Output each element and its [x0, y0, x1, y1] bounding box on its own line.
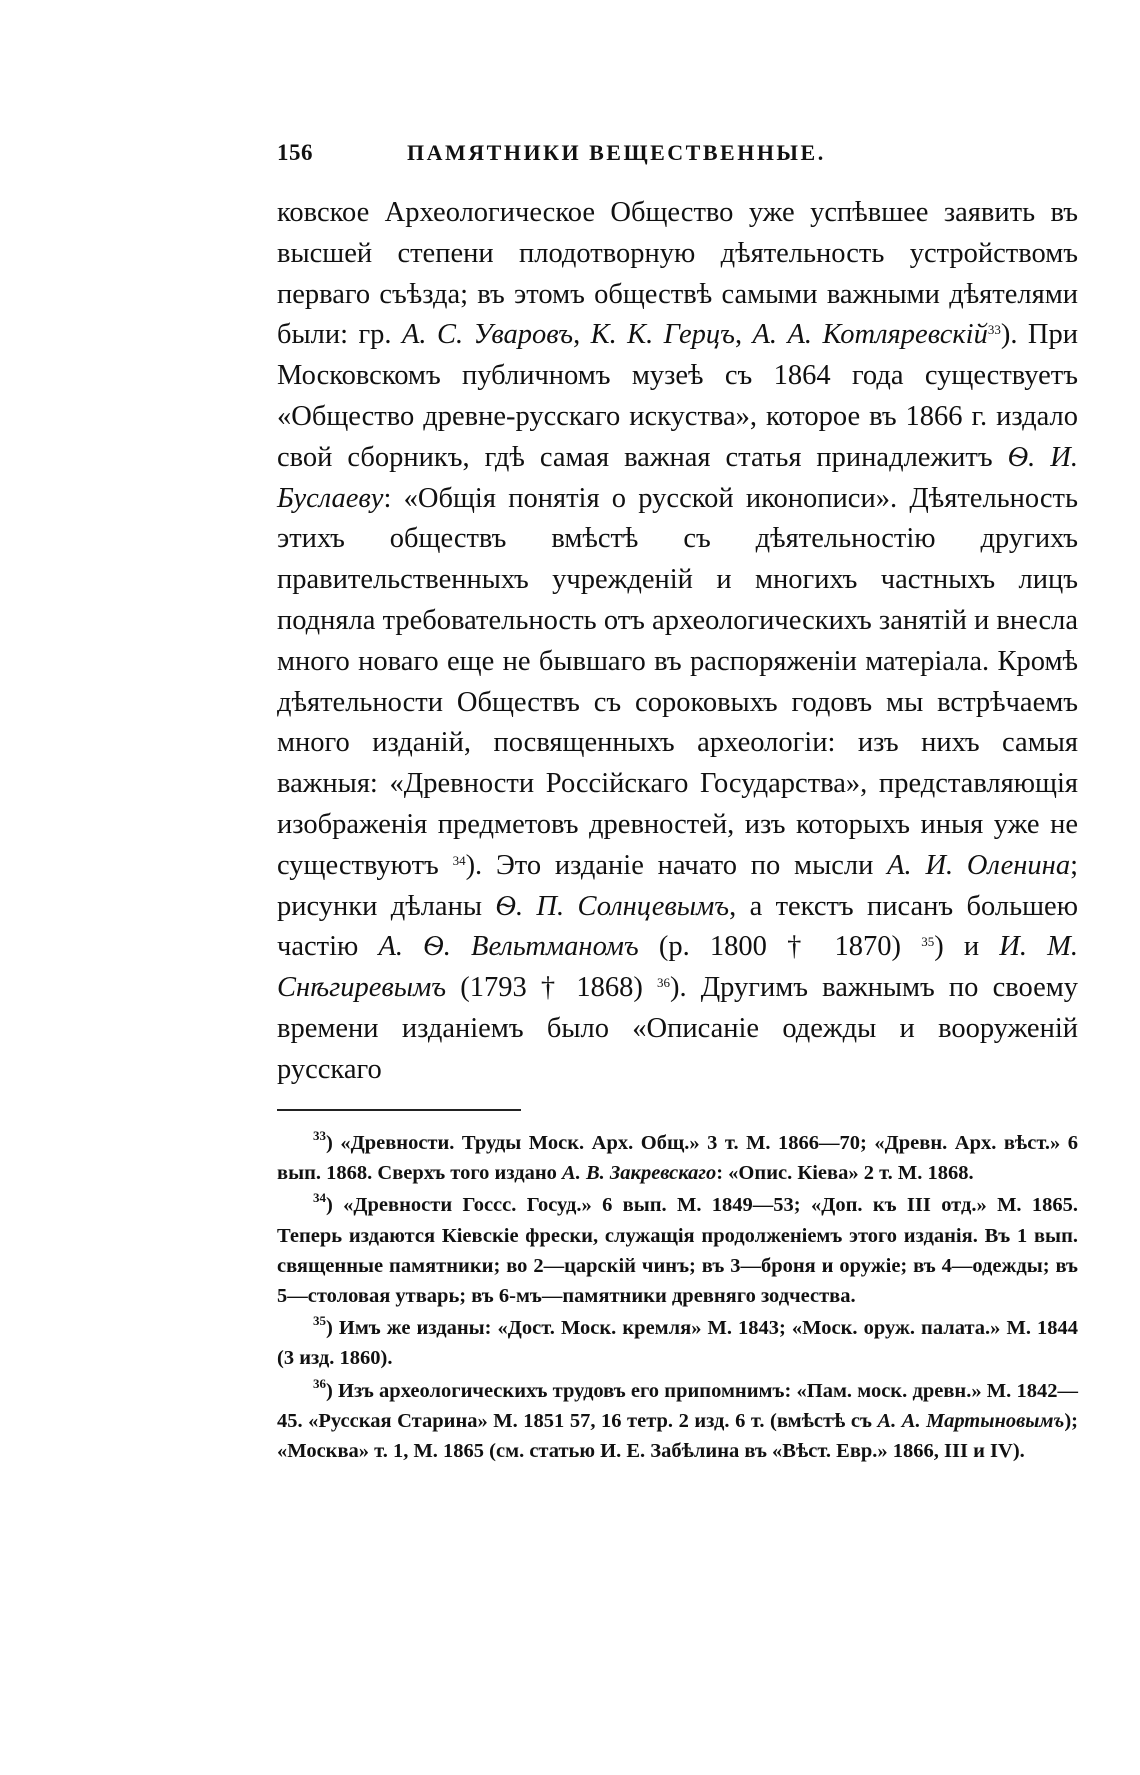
footnote-33 [277, 1128, 1078, 1188]
text-run: , [573, 319, 591, 351]
footnote-35 [277, 1313, 1078, 1373]
text-run: ). Другимъ важнымъ по своему времени изданіемъ было «Описаніе одежды и вооруженій русскаго [277, 972, 1079, 1085]
text-run: , а текстъ писанъ большею частію [277, 890, 1079, 963]
person-name: Ѳ. И. Буслаеву [277, 441, 1078, 514]
page-number: 156 [277, 140, 313, 165]
text-run: ; рисунки дѣланы [277, 849, 1078, 922]
person-name: А. Ѳ. Вельтманомъ [378, 931, 639, 963]
footnote-mark: 33 [313, 1128, 326, 1143]
text-run: ). При Московскомъ публичномъ музеѣ съ 1864 года существуетъ «Общество древне-русскаго искуства», которое въ 1866 г. издало свой сборникъ, гдѣ самая важная статья принадлежитъ [277, 319, 1078, 473]
footnote-author: А. А. Мартыновымъ [877, 1409, 1065, 1432]
text-run: ковское Археологическое Общество уже успѣвшее заявить въ высшей степени плодотворную дѣятельность устройствомъ перваго съѣзда; въ этомъ обществѣ самыми важными дѣятелями были: гр. [277, 197, 1078, 351]
text-run: ). Это изданіе начато по мысли [465, 849, 888, 881]
footnotes [277, 1128, 1078, 1468]
footnote-ref: 34 [452, 852, 466, 868]
footnote-text: ) «Древности Госсс. Госуд.» 6 вып. М. 1849—53; «Доп. къ III отд.» М. 1865. Теперь издаются Кіевскіе фрески, служащія продолженіемъ этого изданія. Въ 1 вып. священные памятники; во 2—царскій чинъ; въ 3—броня и оружіе; въ 4—одежды; въ 5—столовая утварь; въ 6-мъ—памятники древняго зодчества. [277, 1194, 1078, 1308]
text-run: , [734, 319, 753, 351]
footnote-36 [277, 1376, 1078, 1467]
footnote-mark: 36 [313, 1375, 326, 1391]
person-name: И. М. Снѣгиревымъ [277, 931, 1079, 1004]
main-text [277, 193, 1078, 1091]
person-name: А. А. Котляревскій [752, 319, 988, 351]
footnote-rule [277, 1109, 521, 1111]
footnote-ref: 36 [656, 975, 670, 991]
text-run: ) и [934, 931, 1000, 963]
person-name: А. С. Уваровъ [401, 319, 574, 351]
person-name: А. И. Оленина [887, 849, 1071, 881]
footnote-text: ) Изъ археологическихъ трудовъ его припомнимъ: «Пам. моск. древн.» М. 1842—45. «Русская Старина» М. 1851 57, 16 тетр. 2 изд. 6 т. (вмѣстѣ съ [277, 1379, 1078, 1432]
running-head: ПАМЯТНИКИ ВЕЩЕСТВЕННЫЕ. [407, 140, 826, 165]
text-run: (р. 1800 † 1870) [638, 931, 922, 963]
footnote-author: А. В. Закревскаго [562, 1162, 717, 1185]
text-run: : «Общія понятія о русской иконописи». Дѣятельность этихъ обществъ вмѣстѣ съ дѣятельностію другихъ правительственныхъ учрежденій и многихъ частныхъ лицъ подняла требовательность отъ археологическихъ занятій и внесла много новаго еще не бывшаго въ распоряженіи матеріала. Кромѣ дѣятельности Обществъ съ сороковыхъ годовъ мы встрѣчаемъ много изданій, посвященныхъ археологіи: изъ нихъ самыя важныя: «Древности Россійскаго Государства», представляющія изображенія предметовъ древностей, изъ которыхъ иныя уже не существуютъ [277, 482, 1078, 881]
text-run: (1793 † 1868) [446, 972, 657, 1004]
footnote-text: ) «Древности. Труды Моск. Арх. Общ.» 3 т. М. 1866—70; «Древн. Арх. вѣст.» 6 вып. 1868. Сверхъ того издано [277, 1132, 1078, 1185]
main-paragraph [277, 193, 1078, 1091]
footnote-text: : «Опис. Кіева» 2 т. М. 1868. [716, 1162, 974, 1185]
footnote-mark: 34 [313, 1190, 326, 1206]
footnote-text: ); «Москва» т. 1, М. 1865 (см. статью И. Е. Забѣлина въ «Вѣст. Евр.» 1866, III и IV). [277, 1409, 1078, 1463]
footnote-text: ) Имъ же изданы: «Дост. Моск. кремля» М. 1843; «Моск. оруж. палата.» М. 1844 (3 изд. 1860). [277, 1317, 1078, 1370]
footnote-34 [277, 1190, 1078, 1311]
footnote-mark: 35 [313, 1313, 326, 1329]
footnote-ref: 33 [987, 322, 1001, 338]
person-name: К. К. Герцъ [590, 319, 735, 351]
person-name: Ѳ. П. Солнцевымъ [495, 890, 730, 922]
page-header [277, 140, 867, 176]
footnote-ref: 35 [921, 934, 935, 950]
